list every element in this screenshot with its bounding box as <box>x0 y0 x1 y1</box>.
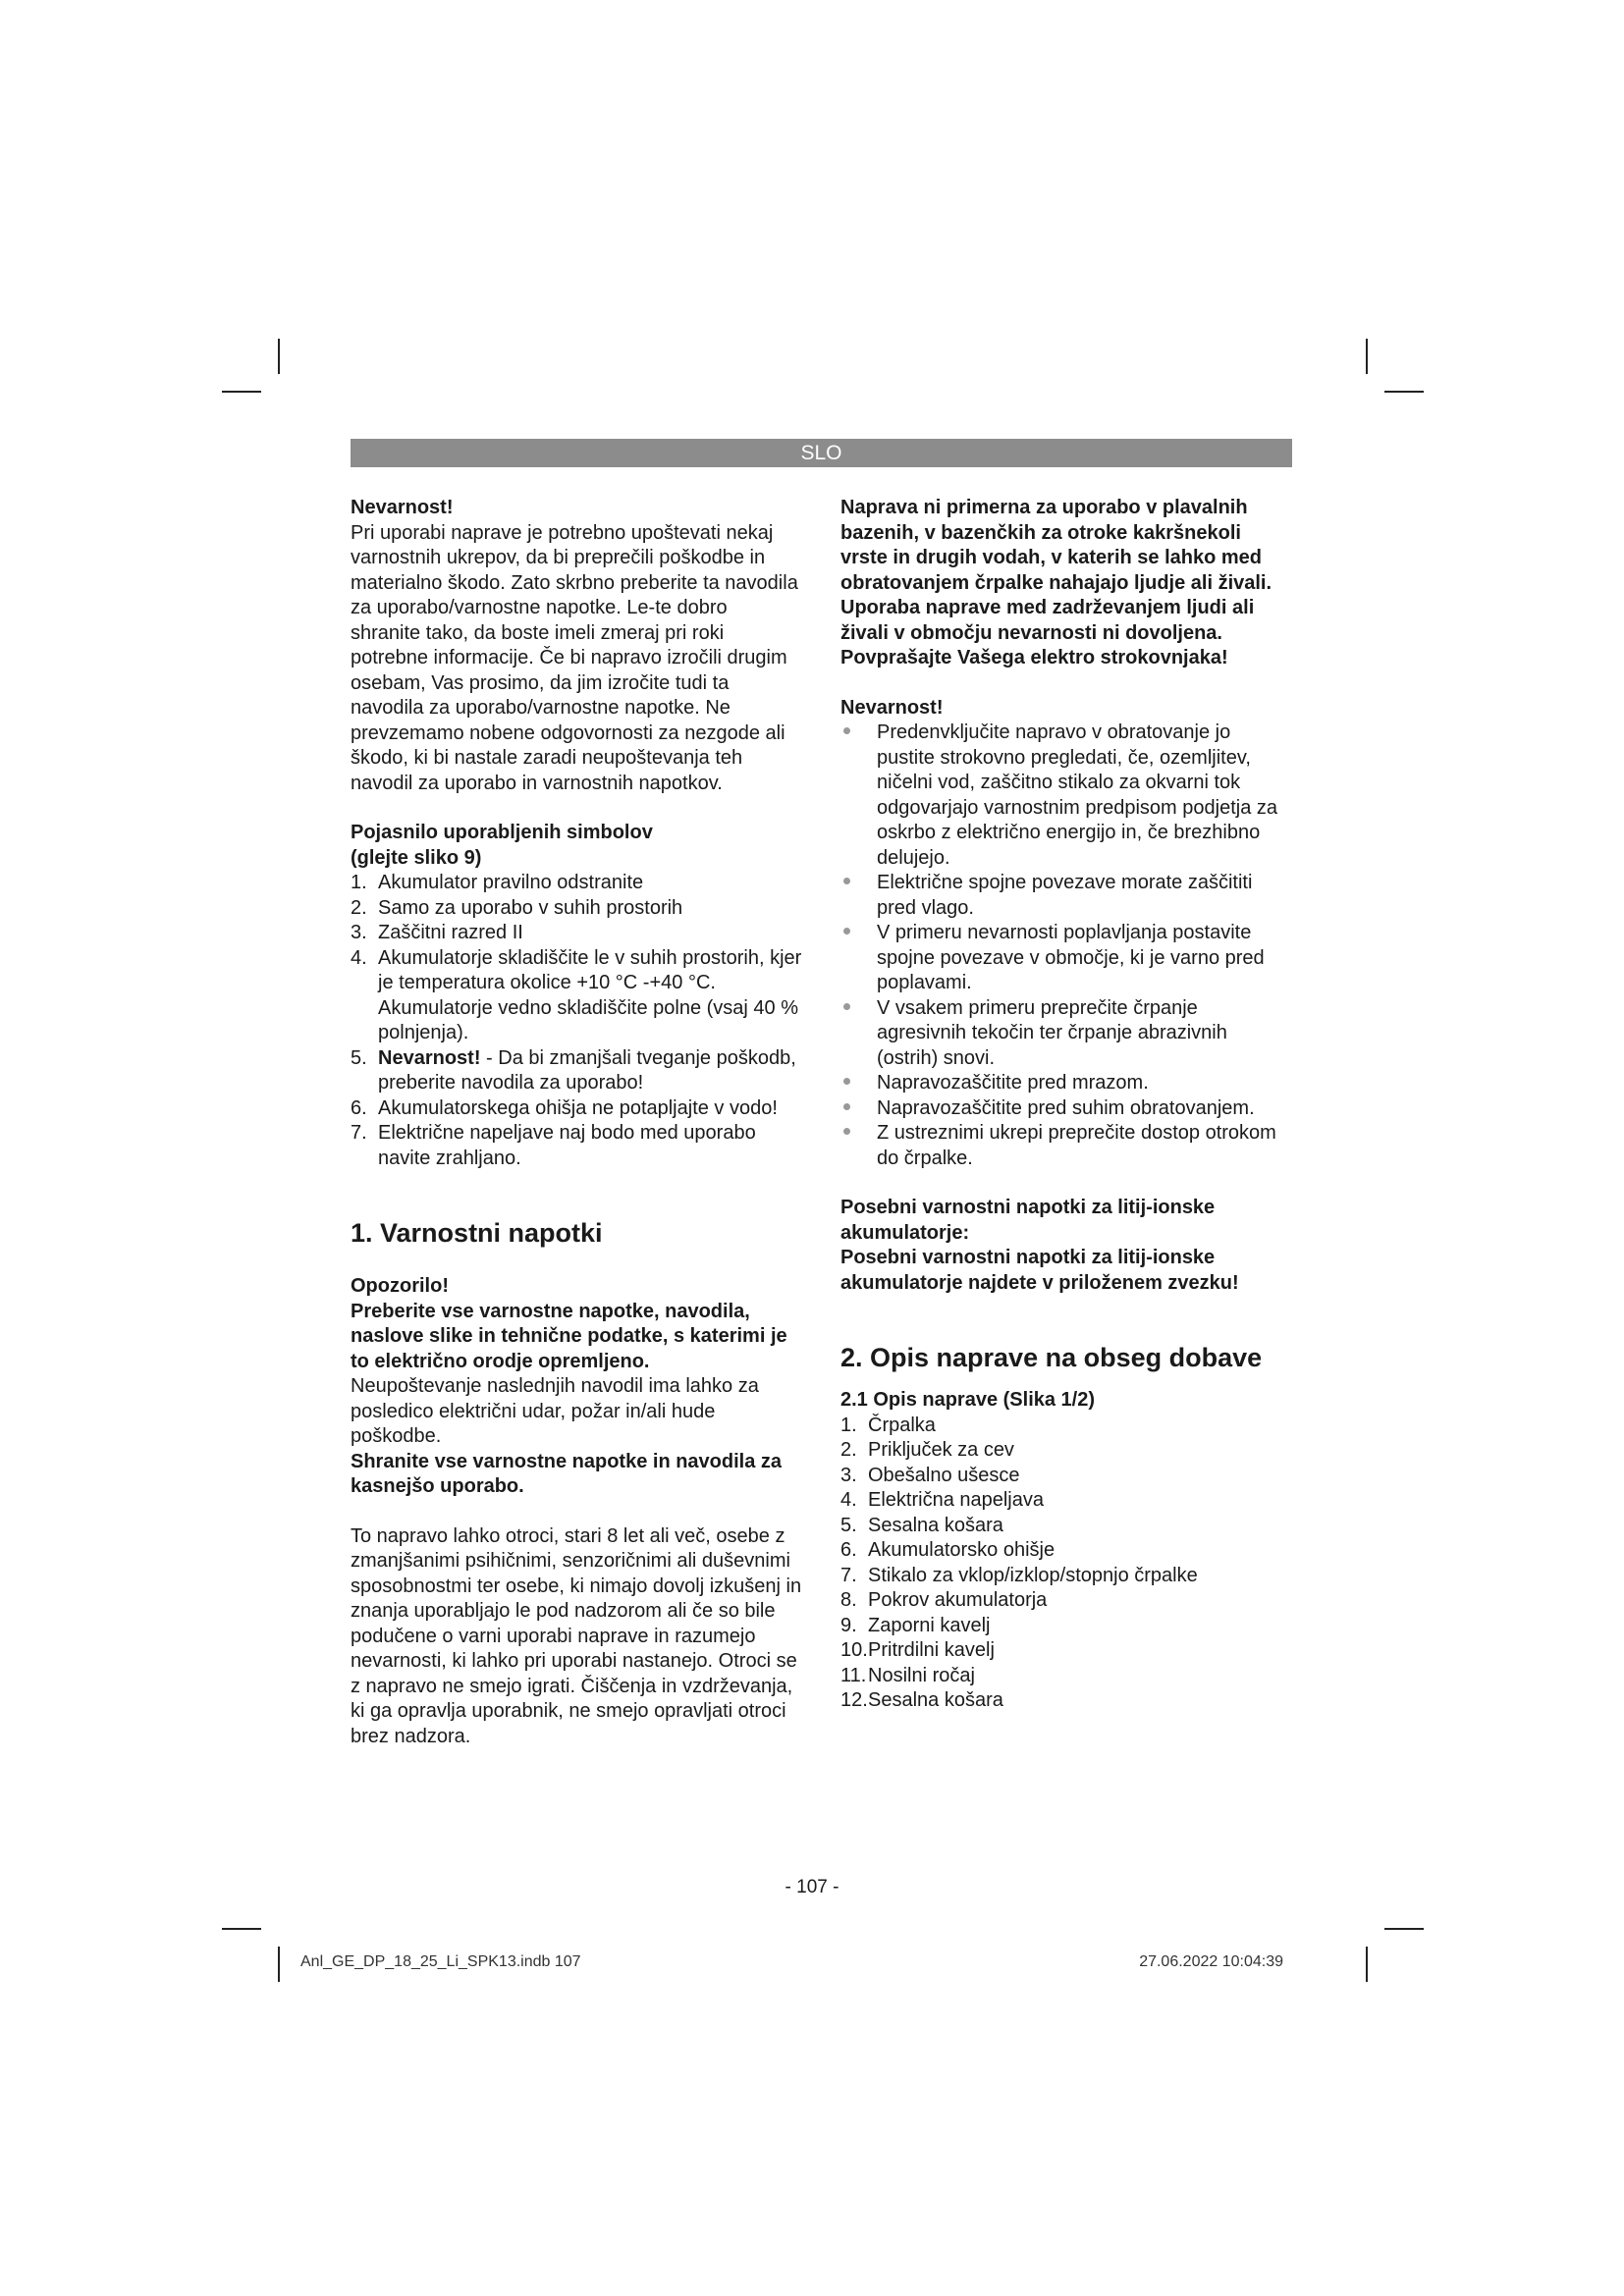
list-item: 10. Pritrdilni kavelj <box>840 1639 995 1661</box>
list-item: 6. Akumulatorskega ohišja ne potapljajte v vodo! <box>351 1096 778 1119</box>
list-item: 9. Zaporni kavelj <box>840 1614 991 1636</box>
list-item: 3. Obešalno ušesce <box>840 1464 1020 1486</box>
danger-paragraph: Pri uporabi naprave je potrebno upoštevati nekaj varnostnih ukrepov, da bi preprečili poškodbe in materialno škodo. Zato skrbno preberite ta navodila za uporabo/varnostne napotke. Le-te dobro shranite tako, da boste imeli zmeraj pri roki potrebne informacije. Če bi napravo izročili drugim osebam, Vas prosimo, da jim izročite tudi ta navodila za uporabo/varnostne napotke. Ne prevzemamo nobene odgovornosti za nezgode ali škodo, ki bi nastale zaradi neupoštevanja teh navodil za uporabo in varnostnih napotkov. <box>351 521 798 794</box>
left-column <box>351 496 802 1749</box>
list-item: 5. Nevarnost! - Da bi zmanjšali tveganje poškodb, preberite navodila za uporabo! <box>351 1046 796 1094</box>
section-2-1-title: 2.1 Opis naprave (Slika 1/2) <box>840 1389 1096 1411</box>
list-item: 4. Električna napeljava <box>840 1489 1044 1511</box>
warning-bold-text: Preberite vse varnostne napotke, navodila, naslove slike in tehnične podatke, s katerimi je to električno orodje opremljeno. <box>351 1300 787 1372</box>
list-item: 1. Črpalka <box>840 1414 936 1436</box>
crop-mark-top-left-v <box>278 339 280 374</box>
bullet-icon <box>843 878 850 884</box>
list-item: 6. Akumulatorsko ohišje <box>840 1539 1056 1561</box>
list-item: Predenvključite napravo v obratovanje jo pustite strokovno pregledati, če, ozemljitev, ničelni vod, zaščitno stikalo za okvarni tok odgovarjajo varnostnim predpisom podjetja za oskrbo z električno energijo in, če brezhibno delujejo. <box>840 721 1292 871</box>
bullet-icon <box>843 928 850 934</box>
list-item: 2. Samo za uporabo v suhih prostorih <box>351 896 683 919</box>
list-item: Napravozaščitite pred suhim obratovanjem. <box>840 1096 1292 1122</box>
list-item: Z ustreznimi ukrepi preprečite dostop otrokom do črpalke. <box>840 1121 1292 1171</box>
language-header-bar <box>351 439 1292 467</box>
list-item: Električne spojne povezave morate zaščititi pred vlago. <box>840 871 1292 921</box>
list-item: 7. Električne napeljave naj bodo med uporabo navite zrahljano. <box>351 1122 756 1169</box>
list-item: 7. Stikalo za vklop/izklop/stopnjo črpalke <box>840 1564 1198 1586</box>
list-item: 3. Zaščitni razred II <box>351 922 523 943</box>
footer-filename: Anl_GE_DP_18_25_Li_SPK13.indb 107 <box>300 1953 581 1970</box>
bullet-icon <box>843 727 850 734</box>
language-label: SLO <box>800 442 842 464</box>
list-item: 1. Akumulator pravilno odstranite <box>351 872 644 893</box>
crop-mark-top-right-h <box>1384 391 1424 393</box>
lithium-heading: Posebni varnostni napotki za litij-ionske akumulatorje: <box>840 1197 1216 1244</box>
list-item: Napravozaščitite pred mrazom. <box>840 1071 1292 1096</box>
parts-list <box>840 1414 1292 1714</box>
symbols-heading-line1: Pojasnilo uporabljenih simbolov <box>351 822 653 843</box>
danger-heading: Nevarnost! <box>351 497 454 518</box>
footer-datetime: 27.06.2022 10:04:39 <box>1139 1953 1283 1970</box>
crop-mark-bottom-right-h <box>1384 1928 1424 1930</box>
bullet-icon <box>843 1103 850 1110</box>
crop-mark-bottom-left-h <box>222 1928 261 1930</box>
danger-bullet-list <box>840 721 1292 1171</box>
list-item: 12. Sesalna košara <box>840 1689 1003 1711</box>
page-number: - 107 - <box>785 1877 839 1897</box>
list-item: 2. Priključek za cev <box>840 1439 1014 1461</box>
crop-mark-top-right-v <box>1366 339 1368 374</box>
list-item: 11. Nosilni ročaj <box>840 1664 975 1686</box>
section-1-title: 1. Varnostni napotki <box>351 1218 603 1248</box>
lithium-text: Posebni varnostni napotki za litij-ionske akumulatorje najdete v priloženem zvezku! <box>840 1247 1239 1294</box>
symbols-heading-line2: (glejte sliko 9) <box>351 846 482 869</box>
symbols-list <box>351 871 802 1171</box>
list-item: V primeru nevarnosti poplavljanja postavite spojne povezave v območje, ki je varno pred poplavami. <box>840 921 1292 996</box>
keep-instructions-text: Shranite vse varnostne napotke in navodila za kasnejšo uporabo. <box>351 1450 783 1497</box>
list-item: 5. Sesalna košara <box>840 1514 1003 1536</box>
list-item: 4. Akumulatorje skladiščite le v suhih prostorih, kjer je temperatura okolice +10 °C -+40 °C. Akumulatorje vedno skladiščite polne (vsaj 40 % polnjenja). <box>351 946 802 1043</box>
crop-mark-bottom-right-v <box>1366 1947 1368 1982</box>
bullet-icon <box>843 1128 850 1135</box>
children-paragraph: To napravo lahko otroci, stari 8 let ali več, osebe z zmanjšanimi psihičnimi, senzoričnimi ali duševnimi sposobnostmi ter osebe, ki nimajo dovolj izkušenj in znanja uporabljajo le pod nadzorom ali če so bile podučene o varni uporabi naprave in razumejo nevarnosti, ki lahko pri uporabi nastanejo. Otroci se z napravo ne smejo igrati. Čiščenja in vzdrževanja, ki ga opravlja uporabnik, ne smejo opravljati otroci brez nadzora. <box>351 1524 802 1747</box>
warning-text: Neupoštevanje naslednjih navodil ima lahko za posledico električni udar, požar in/ali hude poškodbe. <box>351 1375 759 1447</box>
right-column <box>840 496 1292 1714</box>
danger-heading-2: Nevarnost! <box>840 696 944 719</box>
section-2-title: 2. Opis naprave na obseg dobave <box>840 1343 1263 1372</box>
list-item: V vsakem primeru preprečite črpanje agresivnih tekočin ter črpanje abrazivnih (ostrih) snovi. <box>840 996 1292 1072</box>
warning-heading: Opozorilo! <box>351 1275 449 1297</box>
crop-mark-bottom-left-v <box>278 1947 280 1982</box>
crop-mark-top-left-h <box>222 391 261 393</box>
bullet-icon <box>843 1078 850 1085</box>
bullet-icon <box>843 1003 850 1010</box>
pool-warning-text: Naprava ni primerna za uporabo v plavalnih bazenih, v bazenčkih za otroke kakršnekoli vrste in drugih vodah, v katerih se lahko med obratovanjem črpalke nahajajo ljudje ali živali. Uporaba naprave med zadrževanjem ljudi ali živali v območju nevarnosti ni dovoljena. Povprašajte Vašega elektro strokovnjaka! <box>840 497 1272 668</box>
list-item: 8. Pokrov akumulatorja <box>840 1589 1048 1611</box>
